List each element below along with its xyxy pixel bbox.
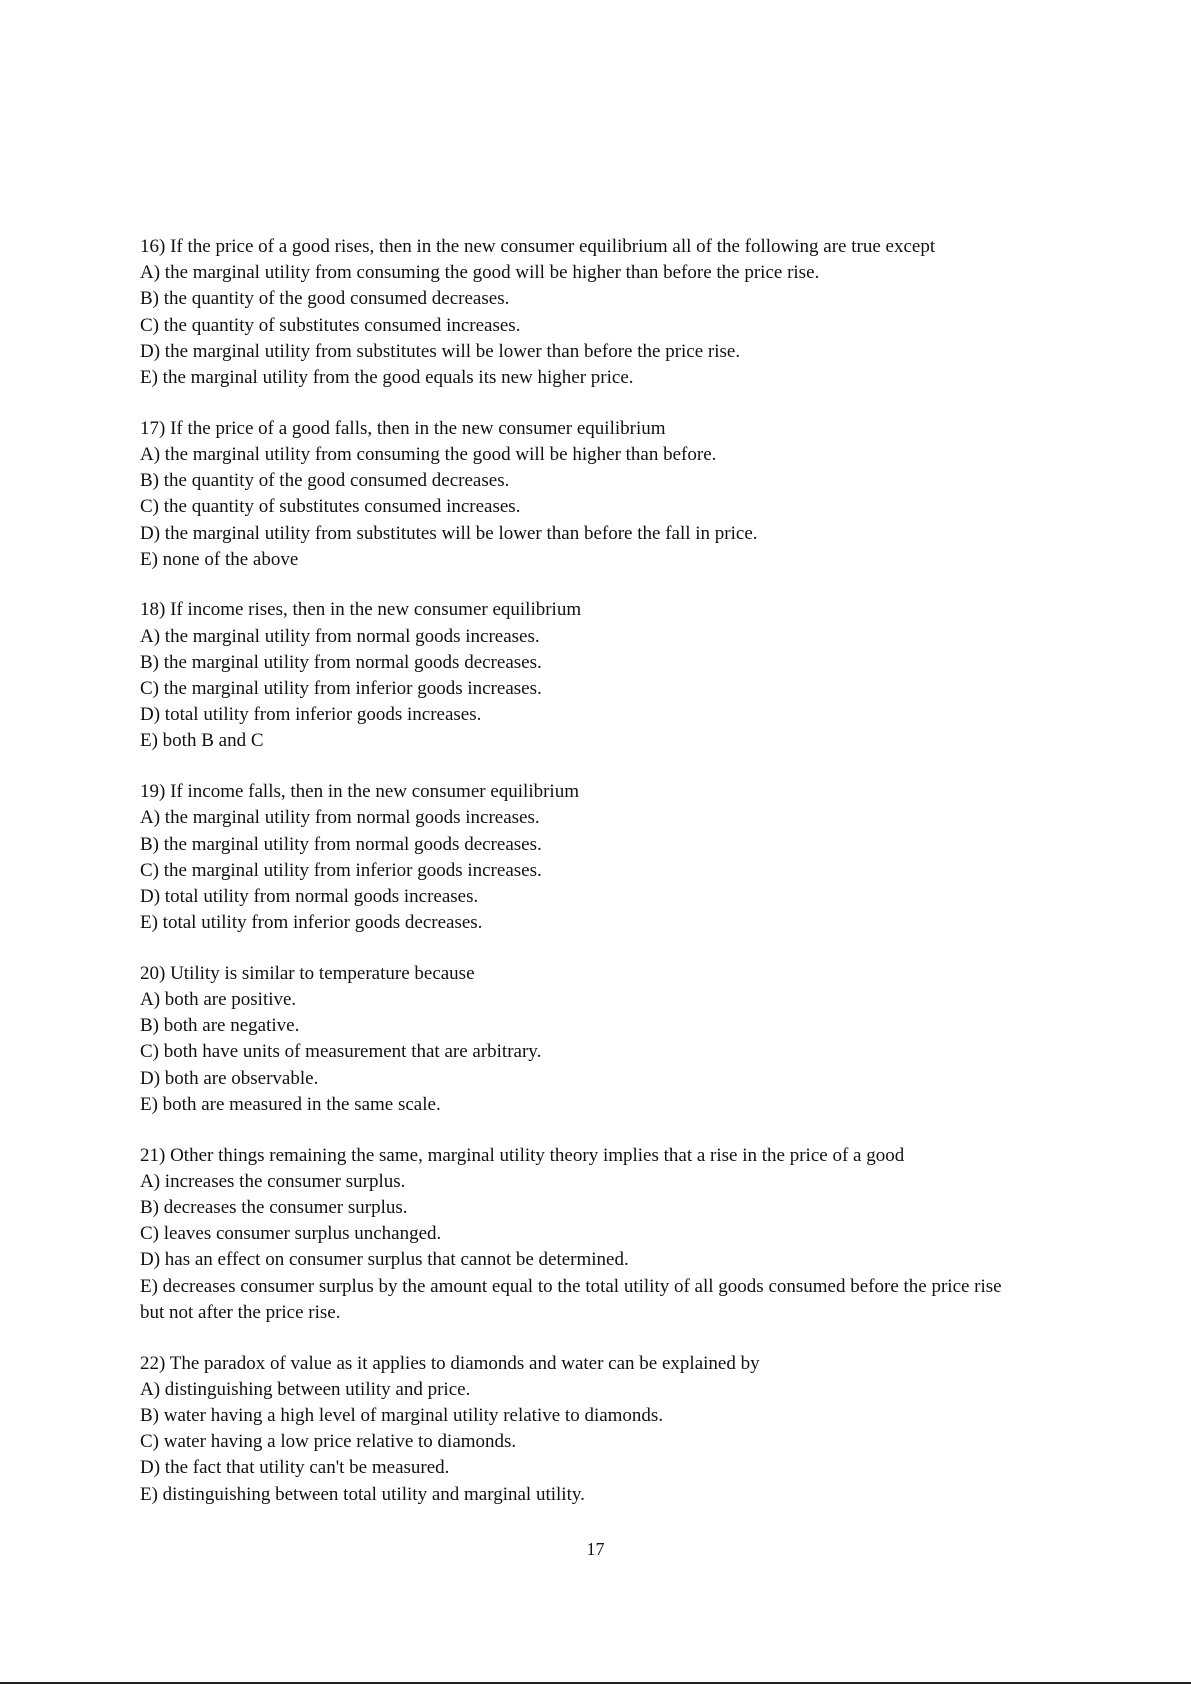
option-d: D) both are observable.	[140, 1067, 319, 1089]
option-c: C) the quantity of substitutes consumed increases.	[140, 496, 521, 518]
question-19	[140, 779, 1020, 936]
question-22	[140, 1351, 1020, 1508]
option-e: E) the marginal utility from the good equals its new higher price.	[140, 367, 634, 389]
option-b: B) the marginal utility from normal goods decreases.	[140, 651, 542, 673]
option-d: D) the fact that utility can't be measured.	[140, 1457, 450, 1479]
option-b: B) both are negative.	[140, 1015, 300, 1037]
option-b: B) decreases the consumer surplus.	[140, 1197, 408, 1218]
option-e: E) decreases consumer surplus by the amount equal to the total utility of all goods consumed before the price rise but not after the price rise.	[140, 1275, 1002, 1323]
option-b: B) the marginal utility from normal goods decreases.	[140, 833, 542, 855]
option-d: D) total utility from normal goods increases.	[140, 885, 479, 907]
option-e: E) none of the above	[140, 548, 299, 570]
question-21	[140, 1143, 1020, 1326]
option-e: E) both B and C	[140, 730, 264, 752]
option-e: E) both are measured in the same scale.	[140, 1093, 441, 1115]
option-c: C) the quantity of substitutes consumed increases.	[140, 314, 521, 336]
question-20	[140, 961, 1020, 1118]
option-e: E) distinguishing between total utility and marginal utility.	[140, 1483, 585, 1505]
option-d: D) the marginal utility from substitutes will be lower than before the price rise.	[140, 340, 741, 362]
question-stem: 21) Other things remaining the same, marginal utility theory implies that a rise in the price of a good	[140, 1144, 905, 1166]
question-18	[140, 597, 1020, 754]
bottom-rule	[0, 1682, 1191, 1684]
option-b: B) the quantity of the good consumed decreases.	[140, 288, 510, 310]
question-stem: 20) Utility is similar to temperature because	[140, 962, 475, 984]
page-number: 17	[586, 1539, 605, 1559]
option-d: D) total utility from inferior goods increases.	[140, 704, 482, 726]
option-c: C) leaves consumer surplus unchanged.	[140, 1223, 442, 1245]
question-stem: 22) The paradox of value as it applies to diamonds and water can be explained by	[140, 1352, 760, 1374]
option-a: A) the marginal utility from consuming the good will be higher than before the price rise.	[140, 262, 820, 284]
option-a: A) both are positive.	[140, 989, 297, 1011]
option-d: D) has an effect on consumer surplus that cannot be determined.	[140, 1249, 629, 1271]
question-stem: 19) If income falls, then in the new consumer equilibrium	[140, 781, 579, 803]
question-stem: 17) If the price of a good falls, then in the new consumer equilibrium	[140, 417, 666, 439]
option-c: C) water having a low price relative to diamonds.	[140, 1431, 517, 1453]
option-a: A) the marginal utility from normal goods increases.	[140, 625, 540, 647]
question-17	[140, 416, 1020, 573]
option-c: C) the marginal utility from inferior goods increases.	[140, 859, 542, 881]
option-c: C) the marginal utility from inferior goods increases.	[140, 678, 542, 700]
option-b: B) water having a high level of marginal utility relative to diamonds.	[140, 1404, 664, 1426]
option-a: A) the marginal utility from normal goods increases.	[140, 807, 540, 829]
question-16	[140, 234, 1020, 391]
option-b: B) the quantity of the good consumed decreases.	[140, 470, 510, 492]
option-a: A) distinguishing between utility and price.	[140, 1378, 471, 1400]
question-list	[140, 234, 1020, 1532]
question-stem: 18) If income rises, then in the new consumer equilibrium	[140, 599, 582, 621]
question-stem: 16) If the price of a good rises, then in the new consumer equilibrium all of the following are true except	[140, 236, 936, 257]
option-d: D) the marginal utility from substitutes will be lower than before the fall in price.	[140, 522, 758, 544]
option-c: C) both have units of measurement that are arbitrary.	[140, 1041, 542, 1063]
option-a: A) increases the consumer surplus.	[140, 1170, 406, 1192]
option-a: A) the marginal utility from consuming the good will be higher than before.	[140, 443, 717, 465]
option-e: E) total utility from inferior goods decreases.	[140, 912, 483, 934]
